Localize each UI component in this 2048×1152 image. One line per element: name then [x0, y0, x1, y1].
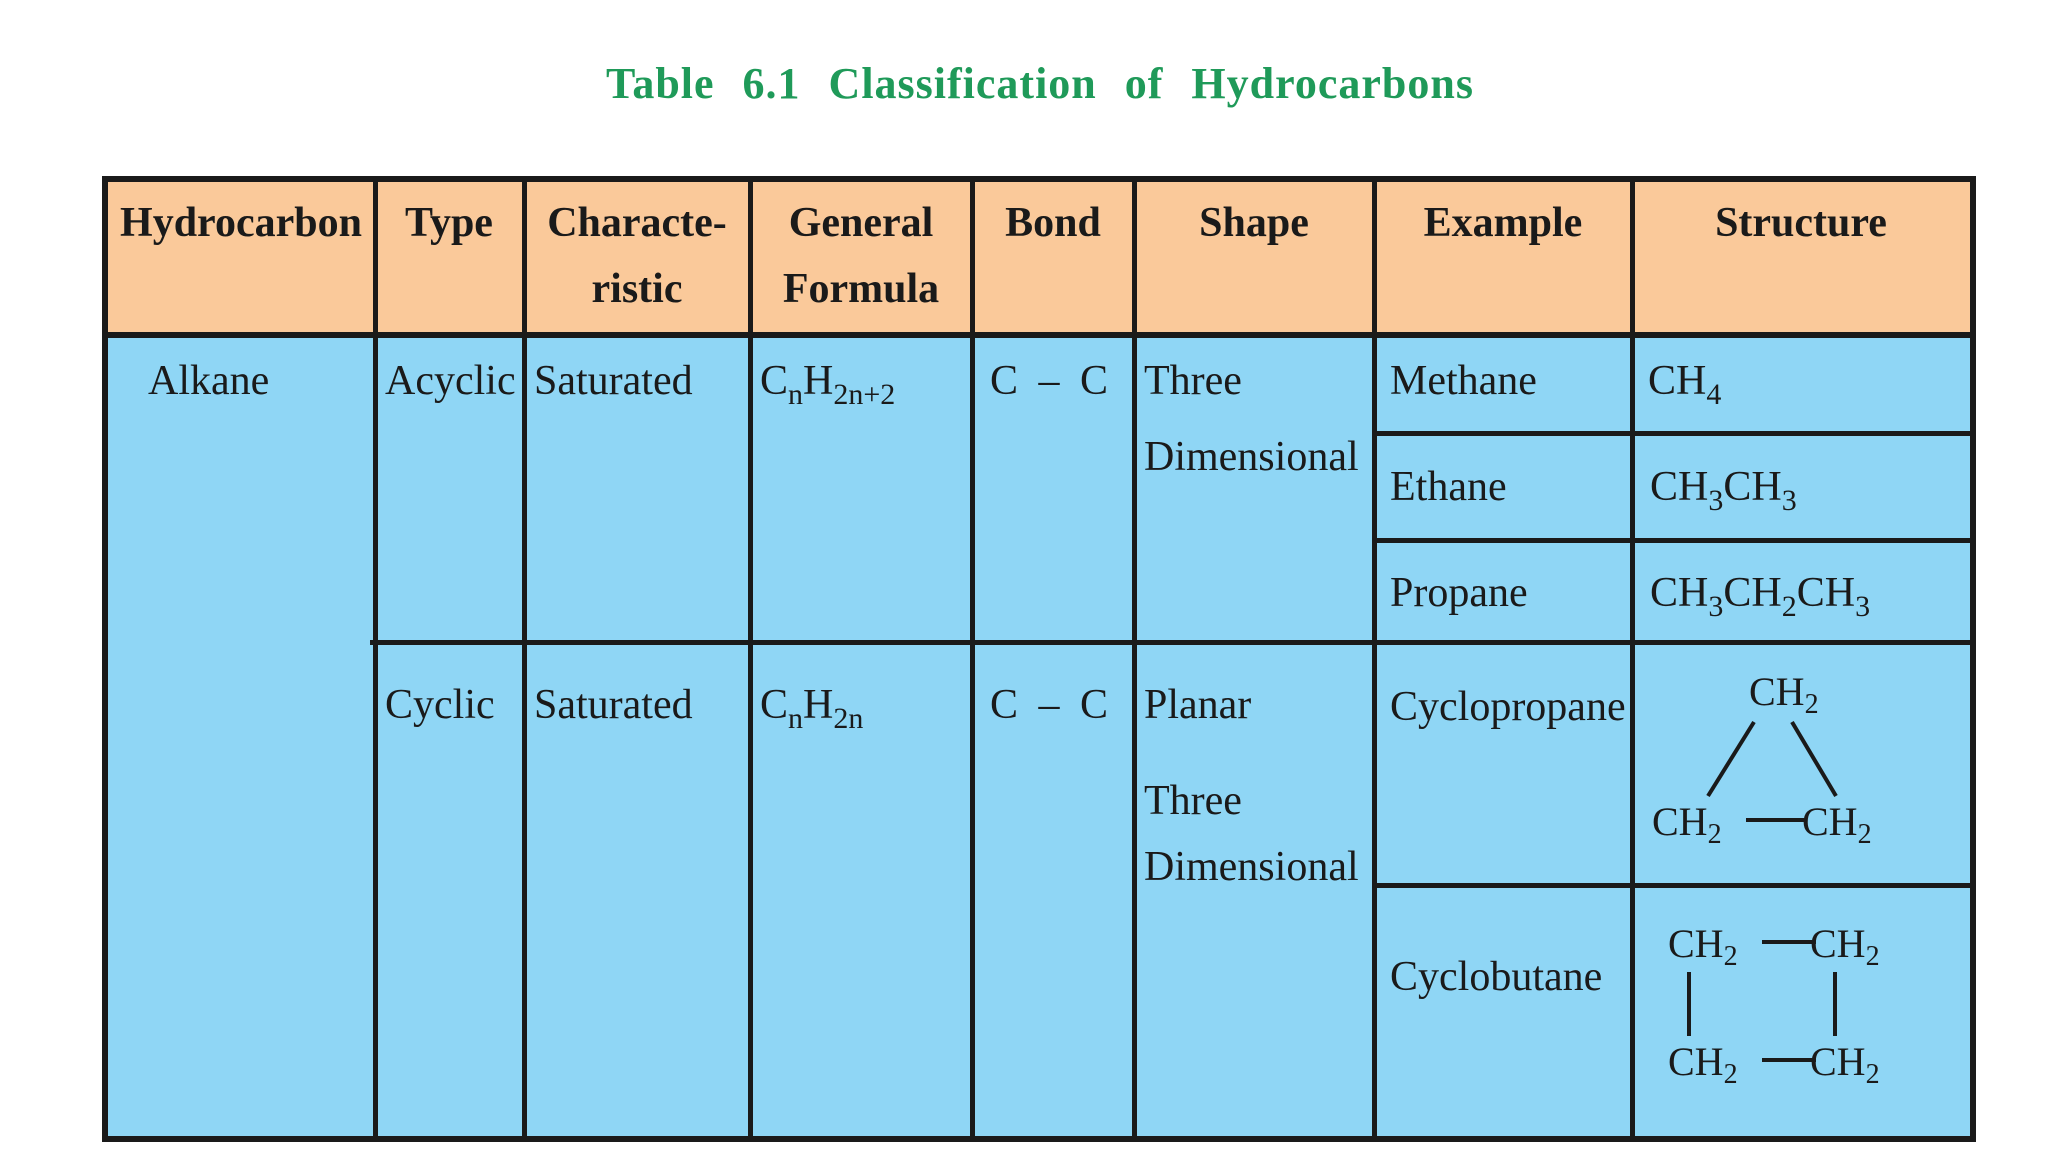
- structure-bond-lines: [108, 182, 1970, 1136]
- example-cyclobutane: Cyclobutane: [1390, 954, 1603, 1000]
- cyclobutane-ch2-bottom-right: $CH_2$: [1810, 1039, 1880, 1090]
- shape-cyclic-line1: Planar: [1144, 682, 1252, 728]
- cyclopropane-ch2-top: $CH_2$: [1749, 669, 1819, 720]
- header-bond: Bond: [1005, 200, 1101, 246]
- type-cyclic: Cyclic: [385, 682, 495, 728]
- shape-cyclic-line2: Three: [1144, 778, 1242, 824]
- structure-propane: $CH_3CH_2CH_3$: [1650, 570, 1871, 623]
- cyclobutane-ch2-bottom-left: $CH_2$: [1668, 1039, 1738, 1090]
- formula-cyclic: $C_nH_{2n}$: [760, 682, 864, 735]
- example-propane: Propane: [1390, 570, 1528, 616]
- header-characteristic-line2: ristic: [591, 266, 683, 312]
- header-hydrocarbon: Hydrocarbon: [120, 200, 362, 246]
- bond-cyclic: C – C: [990, 682, 1109, 728]
- header-formula-line2: Formula: [782, 266, 940, 312]
- header-example: Example: [1423, 200, 1583, 246]
- cyclopropane-ch2-left: $CH_2$: [1652, 799, 1722, 850]
- example-cyclopropane: Cyclopropane: [1390, 684, 1626, 730]
- type-acyclic: Acyclic: [385, 358, 516, 404]
- header-formula-line1: General: [788, 200, 934, 246]
- header-shape: Shape: [1199, 200, 1309, 246]
- cyclobutane-ch2-top-left: $CH_2$: [1668, 921, 1738, 972]
- structure-methane: $CH_4$: [1648, 358, 1722, 411]
- header-type: Type: [405, 200, 493, 246]
- bond-acyclic: C – C: [990, 358, 1109, 404]
- shape-acyclic-line2: Dimensional: [1144, 434, 1359, 480]
- cyclopropane-bond-left: [1708, 722, 1754, 796]
- structure-ethane: $CH_3CH_3$: [1650, 464, 1797, 517]
- characteristic-acyclic: Saturated: [534, 358, 693, 404]
- shape-acyclic-line1: Three: [1144, 358, 1242, 404]
- shape-cyclic-line3: Dimensional: [1144, 844, 1359, 890]
- header-structure: Structure: [1715, 200, 1887, 246]
- table-title: Table 6.1 Classification of Hydrocarbons: [606, 59, 1474, 108]
- classification-table: [102, 176, 1976, 1142]
- example-ethane: Ethane: [1390, 464, 1507, 510]
- cyclopropane-bond-right: [1792, 722, 1836, 796]
- formula-acyclic: $C_nH_{2n+2}$: [760, 358, 896, 411]
- header-characteristic-line1: Characte-: [547, 200, 727, 246]
- example-methane: Methane: [1390, 358, 1537, 404]
- cyclopropane-ch2-right: $CH_2$: [1802, 799, 1872, 850]
- hydrocarbon-name: Alkane: [148, 358, 270, 404]
- cyclobutane-ch2-top-right: $CH_2$: [1810, 921, 1880, 972]
- characteristic-cyclic: Saturated: [534, 682, 693, 728]
